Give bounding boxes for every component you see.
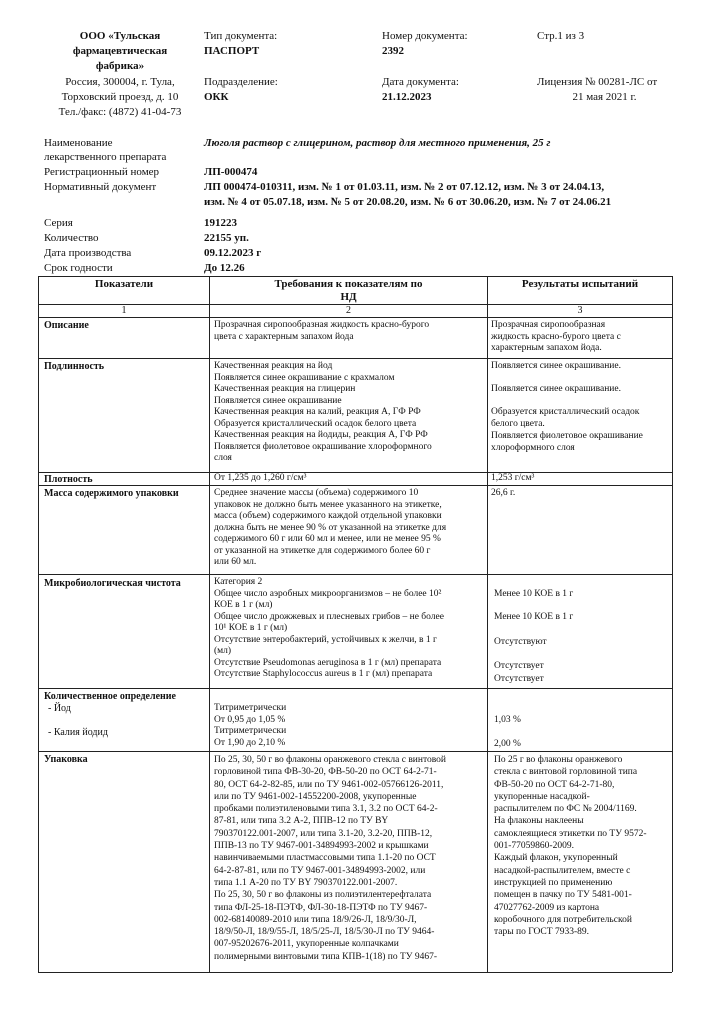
doc-date-label: Дата документа:: [382, 76, 459, 88]
text-line: По 25, 30, 50 г во флаконы оранжевого стекла с винтовой: [214, 755, 446, 765]
text-line: или по ТУ 9461-002-14552200-2008, укупоренные: [214, 791, 417, 802]
text-line: Каждый флакон, укупоренный: [494, 853, 618, 864]
text-line: (мл): [214, 646, 232, 656]
reg-number-value: ЛП-000474: [204, 166, 258, 178]
col-header-requirements-line2: НД: [340, 291, 357, 303]
reg-number-label: Регистрационный номер: [44, 166, 160, 178]
text-line: На флаконы наклеены: [494, 816, 584, 827]
text-line: Прозрачная сиропообразная: [491, 320, 606, 330]
row-micro-requirement: [214, 577, 444, 681]
row-identity-result-1: Появляется синее окрашивание.: [491, 361, 621, 371]
row-quant-potassium-iodide: - Калия йодид: [48, 727, 108, 738]
row-micro-result-3: Отсутствуют: [494, 637, 547, 647]
text-line: типа 1.1 А-20 по ТУ ВY 790370122.001-2007.: [214, 877, 398, 888]
product-name: Люголя раствор с глицерином, раствор для местного применения, 25 г: [204, 137, 551, 149]
col-header-indicators: Показатели: [94, 278, 154, 290]
text-line: КОЕ в 1 г (мл): [214, 600, 273, 610]
col-number-3: 3: [577, 305, 583, 316]
doc-number-value: 2392: [382, 45, 404, 57]
text-line: Образуется кристаллический осадок белого цвета: [214, 418, 417, 429]
text-line: упаковок не должно быть менее указанного на этикетке,: [214, 499, 442, 510]
text-line: масса (объем) содержимого каждой отдельной упаковки: [214, 511, 442, 521]
text-line: Появляется фиолетовое окрашивание хлороформного: [214, 441, 432, 452]
division-label: Подразделение:: [204, 76, 278, 88]
expiry-label: Срок годности: [44, 262, 113, 274]
text-line: От 1,90 до 2,10 %: [214, 737, 286, 748]
text-line: 002-68140089-2010 или типа 18/9/26-Л, 18/9/30-Л,: [214, 914, 417, 925]
text-line: Прозрачная сиропообразная жидкость красно-бурого: [214, 320, 430, 330]
text-line: коробочного для потребительской: [494, 914, 632, 925]
row-micro-result-1: Менее 10 КОЕ в 1 г: [494, 589, 574, 599]
text-line: содержимого 60 г или 60 мл и менее, или не менее 95 %: [214, 534, 441, 544]
company-address-line1: Россия, 300004, г. Тула,: [65, 76, 175, 88]
text-line: По 25 г во флаконы оранжевого: [494, 755, 623, 765]
row-micro-result-2: Менее 10 КОЕ в 1 г: [494, 612, 574, 622]
text-line: Категория 2: [214, 577, 263, 587]
text-line: насадкой-распылителем, вместе с: [494, 865, 631, 876]
division-value: ОКК: [204, 91, 229, 103]
row-quant-iodine: - Йод: [48, 703, 71, 714]
text-line: цвета с характерным запахом йода: [214, 331, 354, 342]
text-line: или 60 мл.: [214, 557, 257, 567]
text-line: должна быть не менее 90 % от указанной на этикетке для: [214, 522, 447, 533]
quantity-value: 22155 уп.: [204, 232, 249, 244]
page-number: Стр.1 из 3: [537, 30, 585, 42]
doc-type-label: Тип документа:: [204, 30, 278, 42]
text-line: Общее число дрожжевых и плесневых грибов – не более: [214, 611, 444, 622]
series-value: 191223: [204, 217, 237, 229]
text-line: Качественная реакция на глицерин: [214, 384, 356, 394]
text-line: Качественная реакция на калий, реакция А, ГФ РФ: [214, 407, 421, 417]
text-line: 10¹ КОЕ в 1 г (мл): [214, 623, 288, 633]
row-quant-result-iodine: 1,03 %: [494, 715, 521, 725]
text-line: типа ФЛ-25-18-ПЭТФ, ФЛ-30-18-ПЭТФ по ТУ 9467-: [214, 902, 428, 913]
row-mass-requirement: [214, 488, 446, 569]
doc-number-label: Номер документа:: [382, 30, 468, 42]
text-line: 80, ОСТ 64-2-82-85, или по ТУ 9461-002-05766126-2011,: [214, 779, 444, 790]
text-line: пробками полиэтиленовыми типа 3.1, 3.2 по ОСТ 64-2-: [214, 804, 438, 815]
text-line: Качественная реакция на йод: [214, 361, 333, 371]
text-line: 001-77059860-2009.: [494, 841, 574, 852]
text-line: От 0,95 до 1,05 %: [214, 714, 286, 725]
col-header-requirements-line1: Требования к показателям по: [274, 278, 423, 290]
text-line: 64-2-87-81, или по ТУ 9467-001-34894993-2002, или: [214, 865, 426, 876]
text-line: Среднее значение массы (объема) содержимого 10: [214, 488, 419, 498]
text-line: 790370122.001-2007, или типа 3.1-20, 3.2-20, ППВ-12,: [214, 828, 433, 839]
row-identity-result-2: Появляется синее окрашивание.: [491, 384, 621, 394]
company-phone: Тел./факс: (4872) 41-04-73: [58, 106, 182, 118]
row-packaging-requirement: [214, 754, 446, 963]
text-line: характерным запахом йода.: [491, 343, 602, 353]
text-line: самоклеящиеся этикетки по ТУ 9572-: [494, 828, 647, 839]
row-packaging-result: [494, 754, 646, 938]
row-micro-name: Микробиологическая чистота: [44, 578, 181, 589]
text-line: Общее число аэробных микроорганизмов – не более 10²: [214, 588, 442, 599]
text-line: По 25, 30, 50 г во флаконы из полиэтилентерефталата: [214, 890, 432, 901]
row-description-result: [491, 320, 621, 355]
series-label: Серия: [44, 217, 73, 229]
name-label-line1: Наименование: [44, 137, 113, 149]
norm-doc-label: Нормативный документ: [44, 181, 157, 193]
text-line: Титриметрически: [214, 703, 287, 713]
row-identity-result-3a: Образуется кристаллический осадок: [491, 407, 640, 417]
text-line: Отсутствие Pseudomonas aeruginosa в 1 г (мл) препарата: [214, 657, 442, 668]
row-description-requirement: [214, 320, 429, 343]
row-description-name: Описание: [44, 320, 89, 331]
license-line2: 21 мая 2021 г.: [572, 91, 637, 103]
text-line: тары по ГОСТ 7933-89.: [494, 927, 589, 938]
text-line: Появляется синее окрашивание с крахмалом: [214, 372, 395, 383]
norm-doc-value-line2: изм. № 4 от 05.07.18, изм. № 5 от 20.08.20, изм. № 6 от 30.06.20, изм. № 7 от 24.06.21: [204, 196, 612, 208]
production-date-value: 09.12.2023 г: [204, 247, 262, 259]
row-density-requirement: От 1,235 до 1,260 г/см³: [214, 473, 307, 483]
doc-type-value: ПАСПОРТ: [204, 45, 260, 57]
text-line: ФВ-50-20 по ОСТ 64-2-71-80,: [494, 779, 615, 790]
text-line: распылителем по ФС № 2004/1169.: [494, 804, 637, 815]
text-line: жидкость красно-бурого цвета с: [491, 331, 621, 342]
company-address-line2: Торховский проезд, д. 10: [61, 91, 179, 103]
text-line: Появляется синее окрашивание: [214, 395, 342, 406]
row-quant-name: Количественное определение: [44, 691, 176, 702]
text-line: Отсутствие Staphylococcus aureus в 1 г (мл) препарата: [214, 669, 433, 679]
col-number-1: 1: [121, 305, 127, 316]
company-name-line2: фармацевтическая: [72, 45, 168, 57]
quantity-label: Количество: [44, 232, 99, 244]
row-mass-name: Масса содержимого упаковки: [44, 488, 179, 499]
row-quant-result-ki: 2,00 %: [494, 739, 521, 749]
row-mass-result: 26,6 г.: [491, 488, 516, 498]
company-name-line3: фабрика»: [95, 60, 145, 72]
row-identity-name: Подлинность: [44, 361, 105, 372]
text-line: Отсутствие энтеробактерий, устойчивых к желчи, в 1 г: [214, 634, 437, 645]
name-label-line2: лекарственного препарата: [44, 151, 167, 163]
row-identity-result-3b: белого цвета.: [491, 419, 545, 429]
text-line: 87-81, или типа 3.2 А-2, ППВ-12 по ТУ ВY: [214, 816, 389, 827]
text-line: Качественная реакция на йодиды, реакция А, ГФ РФ: [214, 430, 428, 440]
row-density-result: 1,253 г/см³: [491, 473, 535, 483]
row-quant-requirement: [214, 703, 286, 749]
text-line: помещен в пачку по ТУ 5481-001-: [494, 890, 632, 901]
text-line: ППВ-13 по ТУ 9467-001-34894993-2002 и крышками: [214, 841, 429, 852]
production-date-label: Дата производства: [44, 247, 132, 259]
row-identity-result-4a: Появляется фиолетовое окрашивание: [491, 431, 643, 441]
row-identity-requirement: [214, 361, 432, 465]
col-header-results: Результаты испытаний: [521, 278, 639, 290]
row-micro-result-4: Отсутствует: [494, 661, 544, 671]
text-line: стекла с винтовой горловиной типа: [494, 767, 638, 778]
col-number-2: 2: [346, 305, 351, 316]
text-line: инструкцией по применению: [494, 877, 613, 888]
expiry-value: До 12.26: [204, 262, 245, 274]
text-line: полимерными винтовыми типа КПВ-1(18) по ТУ 9467-: [214, 951, 438, 962]
text-line: навинчиваемыми пластмассовыми типа 1.1-20 по ОСТ: [214, 853, 436, 864]
row-identity-result-4b: хлороформного слоя: [491, 443, 575, 453]
row-micro-result-5: Отсутствует: [494, 674, 544, 684]
row-density-name: Плотность: [44, 474, 93, 485]
norm-doc-value-line1: ЛП 000474-010311, изм. № 1 от 01.03.11, изм. № 2 от 07.12.12, изм. № 3 от 24.04.13,: [204, 181, 605, 193]
text-line: горловиной типа ФВ-30-20, ФВ-50-20 по ОСТ 64-2-71-: [214, 767, 437, 778]
row-packaging-name: Упаковка: [44, 754, 88, 765]
text-line: 47027762-2009 из картона: [494, 902, 600, 913]
text-line: 007-95202676-2011, укупоренные колпачками: [214, 939, 399, 950]
text-line: слоя: [214, 453, 232, 463]
company-name-line1: ООО «Тульская: [79, 30, 161, 42]
text-line: укупоренные насадкой-: [494, 791, 590, 802]
license-line1: Лицензия № 00281-ЛС от: [537, 76, 658, 88]
doc-date-value: 21.12.2023: [382, 91, 432, 103]
text-line: 18/9/50-Л, 18/9/55-Л, 18/5/25-Л, 18/5/30-Л по ТУ 9464-: [214, 927, 435, 938]
text-line: от указанной на этикетке для содержимого более 60 г: [214, 545, 431, 556]
text-line: Титриметрически: [214, 726, 287, 736]
